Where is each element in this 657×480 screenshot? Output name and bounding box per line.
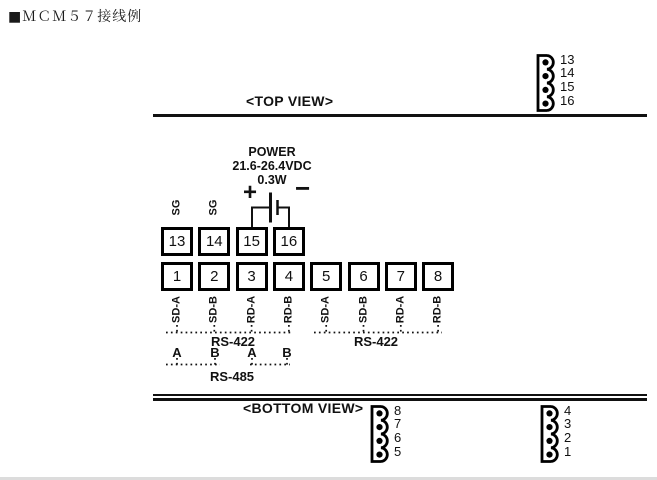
pin-number: 2 <box>564 430 572 445</box>
signal-label-4: RD-B <box>282 295 295 324</box>
signal-label-7: RD-A <box>394 295 407 324</box>
plus-terminal-sign: + <box>243 179 258 206</box>
signal-label-1: SD-A <box>170 296 183 323</box>
pin-number: 5 <box>394 443 402 459</box>
terminal-14: 14 <box>198 227 230 256</box>
connector-icon <box>534 53 560 113</box>
rs485-b2-label: B <box>282 345 292 360</box>
signal-label-2: SD-B <box>207 296 220 323</box>
power-spec <box>192 145 352 187</box>
rs485-a1-label: A <box>172 345 182 360</box>
power-wire-positive <box>252 208 270 230</box>
top-view-label: <TOP VIEW> <box>246 93 334 109</box>
bottom-separator-line-thin <box>153 394 647 396</box>
signal-label-8: RD-B <box>431 295 444 324</box>
rs422-left-dotted-bus <box>166 325 293 333</box>
connector-top-right <box>534 51 575 118</box>
rs422-left-label: RS-422 <box>210 334 256 349</box>
connector-pin-numbers <box>560 53 574 108</box>
signal-label-5: SD-A <box>319 296 332 323</box>
pin-number: 8 <box>394 402 402 418</box>
connector-pin-numbers <box>564 404 571 459</box>
power-wattage: 0.3W <box>257 173 287 187</box>
pin-number: 7 <box>394 416 402 432</box>
sg-label-13: SG <box>170 199 183 216</box>
connector-bottom-left <box>368 402 402 469</box>
pin-number: 13 <box>560 51 575 67</box>
terminal-8: 8 <box>422 262 454 291</box>
terminal-3: 3 <box>236 262 268 291</box>
top-separator-line <box>153 114 647 117</box>
signal-label-3: RD-A <box>245 295 258 324</box>
pin-number: 16 <box>560 92 575 108</box>
connector-pin-numbers <box>394 404 401 459</box>
terminal-16: 16 <box>273 227 305 256</box>
terminal-4: 4 <box>273 262 305 291</box>
pin-number: 4 <box>564 402 572 418</box>
terminal-7: 7 <box>385 262 417 291</box>
bottom-view-label: <BOTTOM VIEW> <box>243 400 364 416</box>
rs485-a2-label: A <box>247 345 257 360</box>
rs485-label: RS-485 <box>209 369 255 384</box>
rs485-b1-label: B <box>210 345 220 360</box>
terminal-1: 1 <box>161 262 193 291</box>
connector-icon <box>368 404 394 464</box>
page-title: ■ＭＣＭ５７接线例 <box>8 9 143 25</box>
pin-number: 14 <box>560 65 575 81</box>
sg-label-14: SG <box>207 199 220 216</box>
terminal-5: 5 <box>310 262 342 291</box>
connector-bottom-right <box>538 402 572 469</box>
pin-number: 3 <box>564 416 572 432</box>
minus-terminal-sign: − <box>295 173 311 203</box>
terminal-6: 6 <box>348 262 380 291</box>
pin-number: 6 <box>394 430 402 445</box>
terminal-2: 2 <box>198 262 230 291</box>
signal-label-6: SD-B <box>357 296 369 323</box>
pin-number: 15 <box>560 79 575 94</box>
power-wire-negative <box>278 208 290 230</box>
connector-icon <box>538 404 564 464</box>
rs422-right-dotted-bus <box>314 325 442 333</box>
pin-number: 1 <box>564 443 572 459</box>
power-voltage: 21.6-26.4VDC <box>232 159 312 173</box>
bottom-separator-line-thick <box>153 398 647 401</box>
terminal-15: 15 <box>236 227 268 256</box>
rs422-right-label: RS-422 <box>353 334 399 349</box>
terminal-13: 13 <box>161 227 193 256</box>
power-title: POWER <box>248 145 296 159</box>
